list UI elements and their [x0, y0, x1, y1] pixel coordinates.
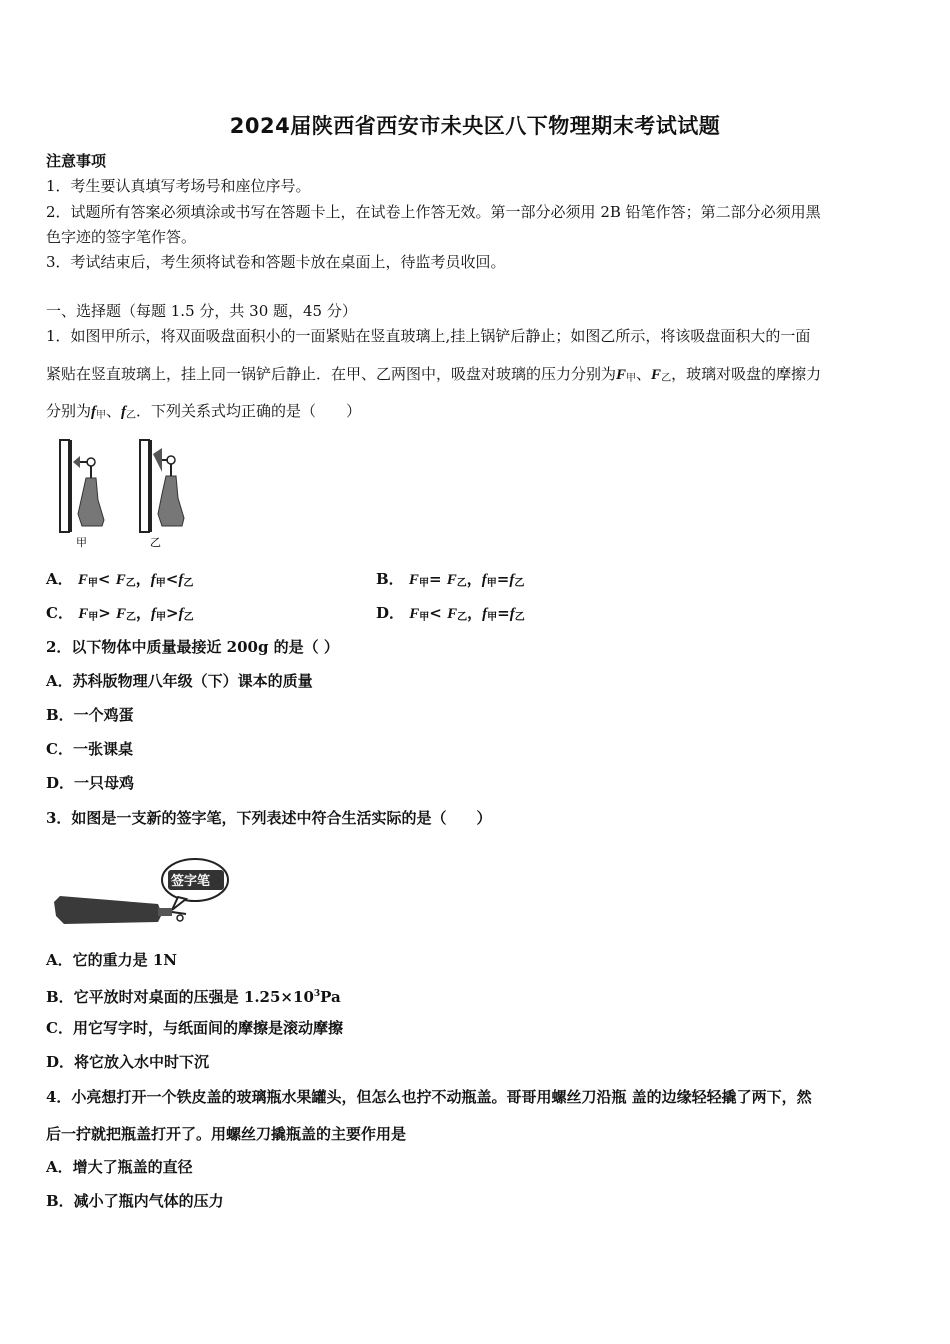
- notice-item-2: 2．试题所有答案必须填涂或书写在答题卡上，在试卷上作答无效。第一部分必须用 2B 铅笔作答；第二部分必须用黑: [46, 203, 821, 221]
- q3-option-d[interactable]: D．将它放入水中时下沉: [46, 1053, 210, 1071]
- q1-option-c[interactable]: C． $F_甲> F_乙$，$f_甲>f_乙$: [46, 604, 194, 623]
- q3-figure: [50, 852, 235, 936]
- q4-line-1: 4．小亮想打开一个铁皮盖的玻璃瓶水果罐头，但怎么也拧不动瓶盖。哥哥用螺丝刀沿瓶 盖的边缘轻轻撬了两下，然: [46, 1088, 812, 1106]
- q4-option-b[interactable]: B．减小了瓶内气体的压力: [46, 1192, 224, 1210]
- notice-item-2-cont: 色字迹的签字笔作答。: [46, 228, 197, 246]
- q3-stem: 3．如图是一支新的签字笔，下列表述中符合生活实际的是（ ）: [46, 809, 492, 827]
- pen-illustration: [50, 852, 235, 932]
- figure-label-yi: 乙: [150, 536, 161, 549]
- page-title: 2024届陕西省西安市未央区八下物理期末考试试题: [229, 114, 721, 138]
- q3-option-b[interactable]: B．它平放时对桌面的压强是 $1.25\times 10^3Pa$: [46, 988, 341, 1006]
- q1-line-2-text: 紧贴在竖直玻璃上，挂上同一锅铲后静止．在甲、乙两图中，吸盘对玻璃的压力分别为: [46, 365, 617, 383]
- section-heading: 一、选择题（每题 1.5 分，共 30 题，45 分）: [46, 302, 357, 320]
- q2-option-c[interactable]: C．一张课桌: [46, 740, 133, 758]
- pen-label: 签字笔: [171, 874, 211, 889]
- q2-option-b[interactable]: B．一个鸡蛋: [46, 706, 134, 724]
- q2-option-d[interactable]: D．一只母鸡: [46, 774, 135, 792]
- q3-option-a[interactable]: A．它的重力是 1N: [46, 951, 178, 969]
- q1-option-a[interactable]: A． $F_甲< F_乙$，$f_甲<f_乙$: [46, 570, 194, 589]
- notice-item-1: 1．考生要认真填写考场号和座位序号。: [46, 177, 311, 195]
- q4-line-2: 后一拧就把瓶盖打开了。用螺丝刀撬瓶盖的主要作用是: [46, 1125, 407, 1143]
- q2-option-a[interactable]: A．苏科版物理八年级（下）课本的质量: [46, 672, 313, 690]
- q1-figure: [52, 436, 192, 555]
- q1-line-2: 紧贴在竖直玻璃上，挂上同一锅铲后静止．在甲、乙两图中，吸盘对玻璃的压力分别为$F_甲$、$F_乙$，玻璃对吸盘的摩擦力: [46, 365, 822, 384]
- q2-stem: 2．以下物体中质量最接近 200g 的是（ ）: [46, 638, 339, 656]
- q3-option-c[interactable]: C．用它写字时，与纸面间的摩擦是滚动摩擦: [46, 1019, 343, 1037]
- q4-option-a[interactable]: A．增大了瓶盖的直径: [46, 1158, 193, 1176]
- q1-line-3: 分别为$f_甲$、$f_乙$．下列关系式均正确的是（ ）: [46, 402, 362, 421]
- figure-label-jia: 甲: [76, 536, 87, 549]
- q1-line-1: 1．如图甲所示，将双面吸盘面积小的一面紧贴在竖直玻璃上,挂上锅铲后静止；如图乙所示，将该吸盘面积大的一面: [46, 327, 811, 345]
- q1-option-b[interactable]: B． $F_甲= F_乙$，$f_甲=f_乙$: [376, 570, 525, 589]
- suction-cup-illustration: [52, 436, 192, 551]
- q1-option-d[interactable]: D． $F_甲< F_乙$，$f_甲=f_乙$: [376, 604, 525, 623]
- notice-item-3: 3．考试结束后，考生须将试卷和答题卡放在桌面上，待监考员收回。: [46, 253, 506, 271]
- notice-heading: 注意事项: [46, 152, 107, 170]
